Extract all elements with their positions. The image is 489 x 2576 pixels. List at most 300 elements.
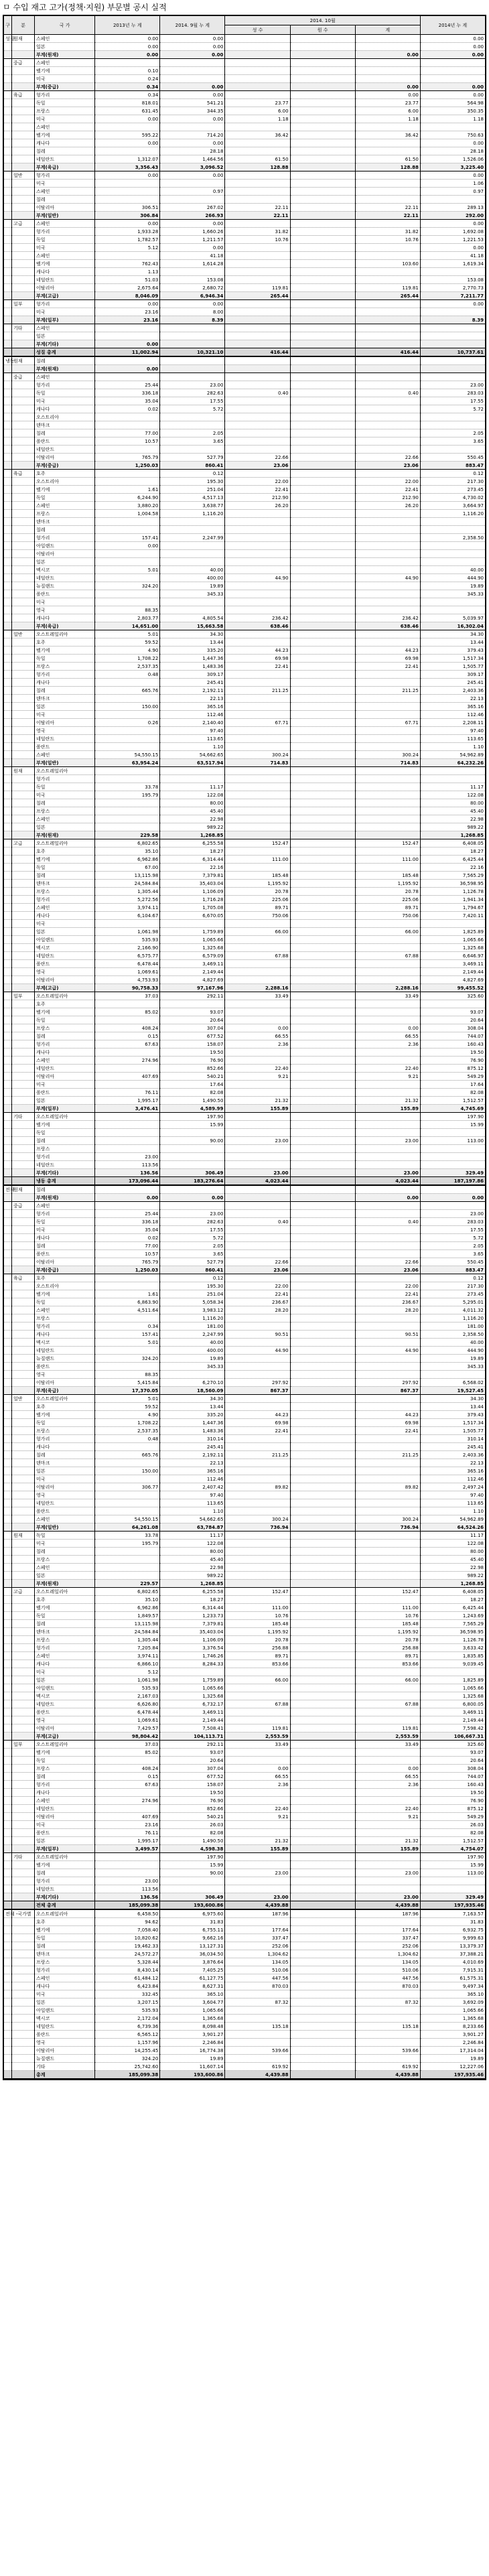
- category-cell: [4, 340, 12, 348]
- division-cell: [12, 2047, 35, 2055]
- value-cell: [160, 1000, 225, 1008]
- value-cell: 16,302.04: [420, 622, 485, 630]
- category-cell: [4, 2015, 12, 2023]
- division-cell: [12, 1161, 35, 1169]
- value-cell: 7,211.77: [420, 292, 485, 300]
- value-cell: [95, 147, 160, 155]
- value-cell: [290, 1974, 355, 1982]
- value-cell: [290, 1443, 355, 1451]
- value-cell: [290, 1024, 355, 1032]
- country-cell: 독일: [35, 1934, 95, 1942]
- table-row: [4, 566, 486, 574]
- category-cell: [4, 1757, 12, 1765]
- value-cell: 67.88: [225, 952, 290, 960]
- country-cell: 멕시코: [35, 1339, 95, 1347]
- country-cell: 네덜란드: [35, 1065, 95, 1073]
- division-cell: 육급: [12, 1274, 35, 1282]
- value-cell: 308.04: [420, 1024, 485, 1032]
- value-cell: 63,784.87: [160, 1523, 225, 1532]
- value-cell: 15.99: [420, 1861, 485, 1869]
- value-cell: 66.00: [355, 1676, 420, 1684]
- value-cell: [225, 324, 290, 332]
- value-cell: 9.21: [355, 1813, 420, 1821]
- division-cell: [12, 389, 35, 397]
- country-cell: 호주: [35, 1918, 95, 1926]
- subtotal-row: [4, 622, 486, 630]
- value-cell: 2,675.64: [95, 284, 160, 292]
- value-cell: 153.08: [420, 276, 485, 284]
- country-cell: 헝가리: [35, 1644, 95, 1652]
- value-cell: 2,166.90: [95, 944, 160, 952]
- table-row: [4, 67, 486, 75]
- value-cell: [290, 413, 355, 421]
- value-cell: 7,205.84: [95, 1644, 160, 1652]
- header-category: 구: [4, 16, 12, 35]
- value-cell: [95, 1274, 160, 1282]
- value-cell: 7,379.81: [160, 872, 225, 880]
- country-cell: 헝가리: [35, 228, 95, 236]
- value-cell: [95, 526, 160, 534]
- table-row: [4, 952, 486, 960]
- value-cell: 128.88: [225, 163, 290, 172]
- value-cell: 2,288.16: [225, 984, 290, 992]
- value-cell: 0.00: [225, 1024, 290, 1032]
- value-cell: 41.18: [420, 252, 485, 260]
- value-cell: 33.49: [355, 992, 420, 1000]
- division-cell: [12, 510, 35, 518]
- value-cell: [355, 864, 420, 872]
- country-cell: 헝가리: [35, 671, 95, 679]
- value-cell: 6,863.90: [95, 1298, 160, 1306]
- table-row: [4, 389, 486, 397]
- value-cell: 236.42: [225, 614, 290, 622]
- category-cell: [4, 1032, 12, 1040]
- value-cell: [160, 526, 225, 534]
- category-cell: [4, 1339, 12, 1347]
- value-cell: [290, 1869, 355, 1877]
- value-cell: 44.90: [355, 1347, 420, 1355]
- table-row: [4, 1692, 486, 1700]
- division-cell: [12, 799, 35, 807]
- value-cell: 158.07: [160, 1781, 225, 1789]
- value-cell: 22.41: [355, 486, 420, 494]
- table-row: [4, 1419, 486, 1427]
- value-cell: 0.00: [95, 172, 160, 180]
- value-cell: [225, 695, 290, 703]
- value-cell: [290, 1644, 355, 1652]
- value-cell: [225, 1129, 290, 1137]
- value-cell: [355, 1403, 420, 1411]
- value-cell: 0.00: [95, 139, 160, 147]
- value-cell: 1.10: [160, 1507, 225, 1515]
- value-cell: 0.48: [95, 671, 160, 679]
- country-cell: 덴마크: [35, 695, 95, 703]
- value-cell: 80.00: [420, 799, 485, 807]
- category-cell: [4, 1773, 12, 1781]
- country-cell: 독일: [35, 494, 95, 502]
- category-cell: [4, 1724, 12, 1733]
- value-cell: [290, 1161, 355, 1169]
- category-cell: [4, 494, 12, 502]
- value-cell: [225, 332, 290, 340]
- division-cell: [12, 1483, 35, 1491]
- value-cell: [290, 880, 355, 888]
- value-cell: 23.06: [225, 462, 290, 470]
- category-cell: [4, 1258, 12, 1266]
- value-cell: 365.16: [160, 1467, 225, 1475]
- country-cell: 폴란드: [35, 960, 95, 968]
- country-cell: 부계(일반): [35, 1523, 95, 1532]
- value-cell: 23.77: [225, 99, 290, 107]
- value-cell: [225, 83, 290, 91]
- value-cell: [225, 807, 290, 815]
- country-cell: 캐나다: [35, 1789, 95, 1797]
- value-cell: [290, 1700, 355, 1708]
- value-cell: 15,663.58: [160, 622, 225, 630]
- category-cell: [4, 1121, 12, 1129]
- value-cell: 1,061.98: [95, 928, 160, 936]
- value-cell: [290, 107, 355, 115]
- category-cell: [4, 1194, 12, 1202]
- table-row: [4, 1057, 486, 1065]
- value-cell: 4,827.69: [160, 976, 225, 984]
- country-cell: 캐나다: [35, 1443, 95, 1451]
- value-cell: 104,113.71: [160, 1733, 225, 1741]
- division-cell: 육급: [12, 470, 35, 478]
- value-cell: 9.21: [355, 1073, 420, 1081]
- category-cell: [4, 1491, 12, 1499]
- table-row: [4, 896, 486, 904]
- value-cell: [290, 180, 355, 188]
- value-cell: 0.12: [160, 470, 225, 478]
- table-row: [4, 1048, 486, 1057]
- value-cell: 10,321.10: [160, 348, 225, 357]
- header-oct-b: 원 수: [290, 25, 355, 35]
- category-cell: [4, 831, 12, 839]
- category-cell: [4, 1700, 12, 1708]
- value-cell: 22.11: [355, 212, 420, 220]
- category-cell: [4, 188, 12, 196]
- value-cell: 6,478.44: [95, 960, 160, 968]
- table-row: [4, 1676, 486, 1684]
- value-cell: 1,447.36: [160, 1419, 225, 1427]
- value-cell: [355, 1692, 420, 1700]
- category-cell: [4, 115, 12, 123]
- division-cell: [12, 1177, 35, 1186]
- value-cell: [355, 332, 420, 340]
- category-cell: [4, 799, 12, 807]
- value-cell: 112.46: [160, 711, 225, 719]
- value-cell: 5.72: [160, 1234, 225, 1242]
- value-cell: 34.30: [420, 1395, 485, 1403]
- division-cell: [12, 823, 35, 831]
- division-cell: [12, 1379, 35, 1387]
- table-row: [4, 1708, 486, 1716]
- value-cell: 28.18: [420, 147, 485, 155]
- value-cell: [95, 252, 160, 260]
- value-cell: 22.13: [160, 695, 225, 703]
- value-cell: [290, 155, 355, 163]
- value-cell: [290, 1958, 355, 1966]
- category-cell: [4, 1942, 12, 1950]
- value-cell: 20.78: [355, 1636, 420, 1644]
- category-cell: [4, 1040, 12, 1048]
- value-cell: [95, 574, 160, 582]
- value-cell: 236.67: [225, 1298, 290, 1306]
- value-cell: 37,388.21: [420, 1950, 485, 1958]
- country-cell: 부계(원재): [35, 1580, 95, 1588]
- category-cell: [4, 1556, 12, 1564]
- value-cell: 61.50: [355, 155, 420, 163]
- category-cell: [4, 1000, 12, 1008]
- category-cell: [4, 1604, 12, 1612]
- table-row: [4, 1612, 486, 1620]
- value-cell: [355, 783, 420, 791]
- value-cell: 35,403.04: [160, 1628, 225, 1636]
- table-row: [4, 1789, 486, 1797]
- value-cell: 22.98: [420, 815, 485, 823]
- value-cell: 282.63: [160, 389, 225, 397]
- value-cell: 87.32: [225, 1998, 290, 2007]
- category-cell: [4, 510, 12, 518]
- value-cell: [355, 1668, 420, 1676]
- value-cell: 1,065.66: [420, 2007, 485, 2015]
- value-cell: 1,250.03: [95, 462, 160, 470]
- value-cell: [420, 1202, 485, 1210]
- value-cell: 135.18: [225, 2023, 290, 2031]
- category-cell: [4, 365, 12, 373]
- value-cell: [290, 1885, 355, 1893]
- country-cell: 호주: [35, 638, 95, 647]
- value-cell: 6,314.44: [160, 856, 225, 864]
- country-cell: 미국: [35, 244, 95, 252]
- value-cell: [355, 421, 420, 429]
- value-cell: [290, 1298, 355, 1306]
- value-cell: 89.71: [225, 904, 290, 912]
- country-cell: 독일: [35, 1218, 95, 1226]
- value-cell: 2.05: [160, 1242, 225, 1250]
- table-row: [4, 1869, 486, 1877]
- value-cell: 128.88: [355, 163, 420, 172]
- value-cell: [290, 389, 355, 397]
- country-cell: 호주: [35, 470, 95, 478]
- value-cell: [225, 1314, 290, 1323]
- value-cell: 19.50: [420, 1048, 485, 1057]
- value-cell: 744.07: [420, 1773, 485, 1781]
- value-cell: [290, 1982, 355, 1990]
- division-cell: [12, 695, 35, 703]
- value-cell: 0.10: [95, 67, 160, 75]
- value-cell: [355, 550, 420, 558]
- value-cell: [225, 1564, 290, 1572]
- value-cell: [355, 1000, 420, 1008]
- value-cell: 193,600.86: [160, 2071, 225, 2080]
- division-cell: [12, 1008, 35, 1016]
- value-cell: [225, 1821, 290, 1829]
- value-cell: 1,116.20: [420, 1314, 485, 1323]
- division-cell: [12, 1137, 35, 1145]
- category-cell: [4, 1218, 12, 1226]
- division-cell: [12, 783, 35, 791]
- value-cell: 44.90: [225, 574, 290, 582]
- value-cell: 1,512.57: [420, 1837, 485, 1845]
- value-cell: [355, 1532, 420, 1540]
- value-cell: 40.00: [160, 566, 225, 574]
- country-cell: 덴마크: [35, 1459, 95, 1467]
- division-cell: [12, 1419, 35, 1427]
- category-cell: [4, 558, 12, 566]
- value-cell: 0.12: [160, 1274, 225, 1282]
- value-cell: 3,901.27: [420, 2031, 485, 2039]
- value-cell: [225, 1153, 290, 1161]
- value-cell: [290, 300, 355, 308]
- value-cell: 407.69: [95, 1813, 160, 1821]
- division-cell: [12, 1885, 35, 1893]
- country-cell: 네덜란드: [35, 952, 95, 960]
- value-cell: [225, 1757, 290, 1765]
- value-cell: [290, 687, 355, 695]
- table-row: [4, 1379, 486, 1387]
- value-cell: [290, 1588, 355, 1596]
- value-cell: [225, 518, 290, 526]
- table-row: [4, 1097, 486, 1105]
- value-cell: [95, 1869, 160, 1877]
- value-cell: [355, 968, 420, 976]
- value-cell: [95, 478, 160, 486]
- value-cell: [290, 896, 355, 904]
- division-cell: [12, 1893, 35, 1901]
- table-row: [4, 1877, 486, 1885]
- value-cell: [160, 598, 225, 606]
- table-row: [4, 1998, 486, 2007]
- value-cell: 619.92: [225, 2063, 290, 2071]
- value-cell: [225, 534, 290, 542]
- value-cell: [355, 1789, 420, 1797]
- value-cell: 0.00: [95, 35, 160, 43]
- table-row: [4, 1226, 486, 1234]
- category-cell: [4, 1998, 12, 2007]
- value-cell: [225, 1789, 290, 1797]
- value-cell: [290, 856, 355, 864]
- value-cell: 89.71: [225, 1652, 290, 1660]
- value-cell: 1,116.20: [160, 1314, 225, 1323]
- value-cell: 870.03: [225, 1982, 290, 1990]
- category-cell: [4, 695, 12, 703]
- value-cell: [225, 1491, 290, 1499]
- value-cell: 22.11: [225, 212, 290, 220]
- division-cell: [12, 542, 35, 550]
- country-cell: 부계(일부): [35, 316, 95, 324]
- division-cell: [12, 1789, 35, 1797]
- value-cell: 11,607.14: [160, 2063, 225, 2071]
- country-cell: 미국: [35, 1540, 95, 1548]
- category-cell: [4, 1805, 12, 1813]
- table-row: [4, 1532, 486, 1540]
- value-cell: [290, 574, 355, 582]
- country-cell: 네덜란드: [35, 574, 95, 582]
- value-cell: [290, 783, 355, 791]
- value-cell: [355, 300, 420, 308]
- value-cell: [225, 1532, 290, 1540]
- division-cell: [12, 131, 35, 139]
- category-cell: [4, 1226, 12, 1234]
- value-cell: 853.66: [225, 1660, 290, 1668]
- value-cell: 19.89: [160, 1355, 225, 1363]
- value-cell: [355, 534, 420, 542]
- value-cell: [355, 35, 420, 43]
- value-cell: [290, 1467, 355, 1475]
- value-cell: 714.83: [355, 759, 420, 767]
- value-cell: 7,058.40: [95, 1926, 160, 1934]
- value-cell: [355, 2007, 420, 2015]
- header-division: 분: [12, 16, 35, 35]
- category-cell: [4, 751, 12, 759]
- value-cell: [290, 1097, 355, 1105]
- category-cell: [4, 1314, 12, 1323]
- value-cell: [290, 976, 355, 984]
- value-cell: 0.00: [420, 91, 485, 99]
- value-cell: 93.07: [160, 1749, 225, 1757]
- country-cell: 부계(기타): [35, 340, 95, 348]
- table-row: [4, 1515, 486, 1523]
- value-cell: 1,517.34: [420, 1419, 485, 1427]
- country-cell: 벨기에: [35, 260, 95, 268]
- value-cell: [290, 1636, 355, 1644]
- value-cell: [225, 1000, 290, 1008]
- division-cell: [12, 711, 35, 719]
- country-cell: 칠레: [35, 799, 95, 807]
- value-cell: [290, 2031, 355, 2039]
- category-cell: [4, 759, 12, 767]
- value-cell: [355, 1716, 420, 1724]
- value-cell: 13.44: [420, 638, 485, 647]
- value-cell: 67.71: [225, 719, 290, 727]
- value-cell: [225, 1161, 290, 1169]
- value-cell: 1,065.66: [160, 1684, 225, 1692]
- value-cell: [355, 518, 420, 526]
- category-cell: [4, 1733, 12, 1741]
- division-cell: 중급: [12, 1202, 35, 1210]
- category-cell: [4, 920, 12, 928]
- country-cell: 미국: [35, 1821, 95, 1829]
- value-cell: 26.03: [420, 1821, 485, 1829]
- value-cell: 0.12: [420, 1274, 485, 1282]
- value-cell: [290, 1773, 355, 1781]
- value-cell: [290, 1966, 355, 1974]
- value-cell: 273.45: [420, 486, 485, 494]
- value-cell: 6,408.05: [420, 1588, 485, 1596]
- value-cell: 23.00: [225, 1137, 290, 1145]
- value-cell: 0.00: [95, 365, 160, 373]
- division-cell: [12, 260, 35, 268]
- value-cell: [290, 848, 355, 856]
- value-cell: 82.08: [160, 1089, 225, 1097]
- value-cell: 0.00: [420, 1194, 485, 1202]
- division-cell: [12, 647, 35, 655]
- value-cell: [95, 1185, 160, 1194]
- division-cell: [12, 888, 35, 896]
- country-cell: 미국: [35, 598, 95, 606]
- header-oct-sum: 계: [355, 25, 420, 35]
- value-cell: 111.00: [355, 856, 420, 864]
- value-cell: 6,478.44: [95, 1708, 160, 1716]
- table-row: [4, 799, 486, 807]
- grand-total-row: [4, 348, 486, 357]
- value-cell: 37.03: [95, 1741, 160, 1749]
- category-cell: [4, 638, 12, 647]
- value-cell: [290, 1893, 355, 1901]
- country-cell: 호주: [35, 1274, 95, 1282]
